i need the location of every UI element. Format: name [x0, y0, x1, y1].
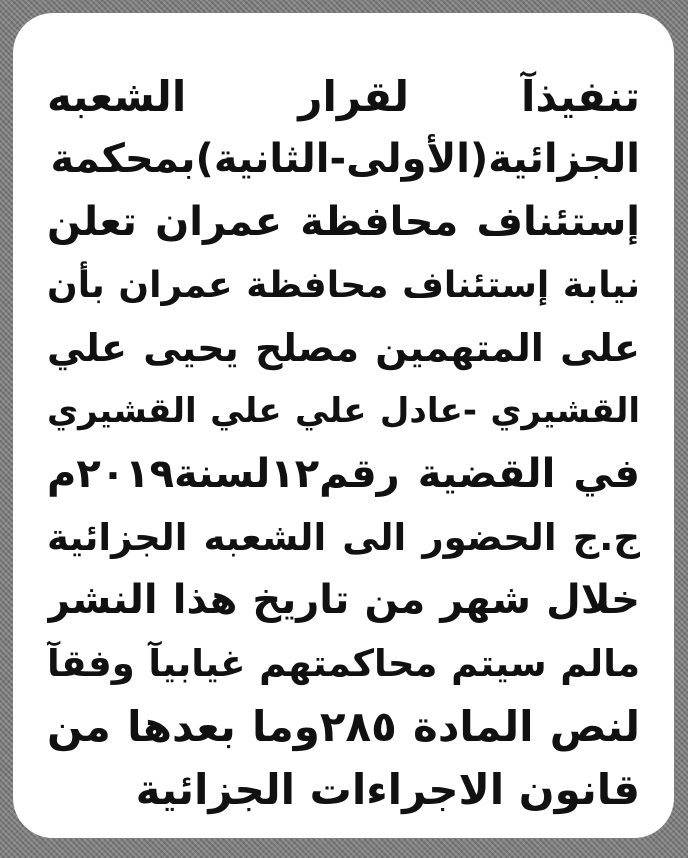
notice-line: خلال شهر من تاريخ هذا النشر [47, 577, 640, 623]
notice-line: إستئناف محافظة عمران تعلن [47, 199, 640, 245]
notice-line: في القضية رقم١٢لسنة٢٠١٩م [47, 451, 640, 497]
notice-line: ج.ج الحضور الى الشعبه الجزائية [47, 516, 640, 559]
notice-line: تنفيذآ لقرار الشعبه [47, 72, 640, 121]
notice-line: الجزائية(الأولى-الثانية)بمحكمة [50, 136, 640, 182]
notice-card [13, 13, 674, 838]
notice-line: نيابة إستئناف محافظة عمران بأن [47, 265, 640, 306]
notice-line: مالم سيتم محاكمتهم غيابيآ وفقآ [47, 642, 640, 685]
notice-body [47, 65, 640, 821]
notice-line: على المتهمين مصلح يحيى علي [47, 326, 640, 370]
notice-line: لنص المادة ٢٨٥وما بعدها من [47, 702, 640, 751]
notice-line: القشيري -عادل علي علي القشيري [47, 391, 640, 431]
notice-line: قانون الاجراءات الجزائية [135, 765, 640, 814]
